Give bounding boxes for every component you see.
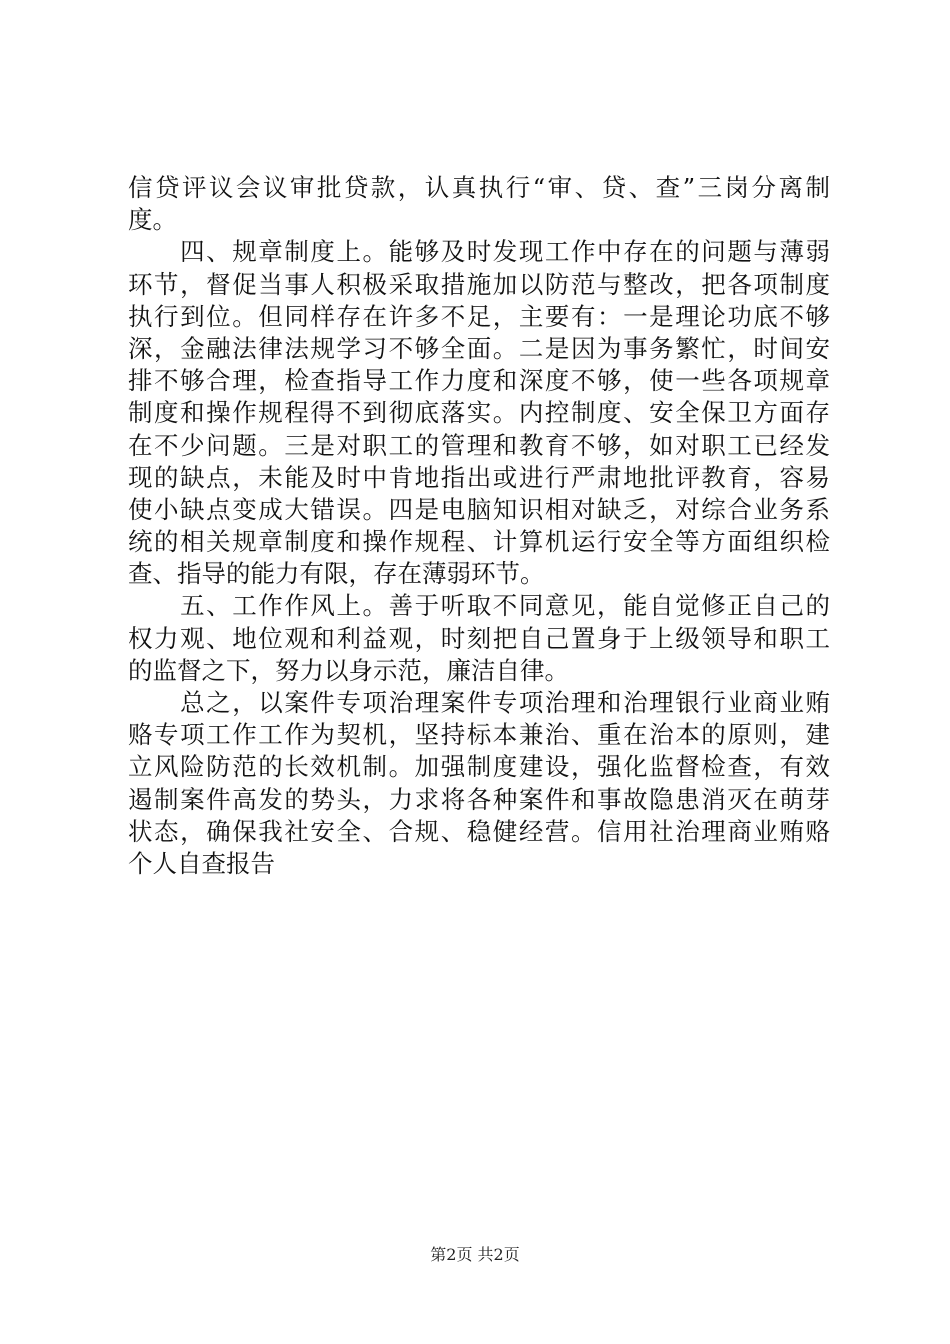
document-body-text bbox=[128, 172, 830, 880]
text-line: 度。 bbox=[128, 205, 177, 235]
text-line: 遏制案件高发的势头，力求将各种案件和事故隐患消灭在萌芽 bbox=[128, 784, 830, 814]
text-line: 查、指导的能力有限，存在薄弱环节。 bbox=[128, 559, 545, 589]
text-line: 个人自查报告 bbox=[128, 848, 275, 878]
text-line: 在不少问题。三是对职工的管理和教育不够，如对职工已经发 bbox=[128, 430, 830, 460]
text-line: 现的缺点，未能及时中肯地指出或进行严肃地批评教育，容易 bbox=[128, 462, 830, 492]
text-line: 使小缺点变成大错误。四是电脑知识相对缺乏，对综合业务系 bbox=[128, 494, 830, 524]
text-line: 总之，以案件专项治理案件专项治理和治理银行业商业贿 bbox=[128, 688, 830, 717]
text-line: 制度和操作规程得不到彻底落实。内控制度、安全保卫方面存 bbox=[128, 398, 830, 428]
text-line: 环节，督促当事人积极采取措施加以防范与整改，把各项制度 bbox=[128, 269, 830, 299]
text-line: 五、工作作风上。善于听取不同意见，能自觉修正自己的 bbox=[128, 591, 830, 621]
text-line: 立风险防范的长效机制。加强制度建设，强化监督检查，有效 bbox=[128, 752, 830, 782]
text-line: 执行到位。但同样存在许多不足，主要有：一是理论功底不够 bbox=[128, 301, 830, 331]
text-line: 统的相关规章制度和操作规程、计算机运行安全等方面组织检 bbox=[128, 527, 830, 557]
text-line: 的监督之下，努力以身示范，廉洁自律。 bbox=[128, 655, 569, 685]
text-line: 排不够合理，检查指导工作力度和深度不够，使一些各项规章 bbox=[128, 366, 830, 396]
text-line: 状态，确保我社安全、合规、稳健经营。信用社治理商业贿赂 bbox=[128, 816, 830, 846]
page-footer: 第2页 共2页 bbox=[430, 1245, 520, 1264]
text-line: 赂专项工作工作为契机，坚持标本兼治、重在治本的原则，建 bbox=[128, 720, 830, 750]
text-line: 权力观、地位观和利益观，时刻把自己置身于上级领导和职工 bbox=[128, 623, 830, 653]
text-line: 深，金融法律法规学习不够全面。二是因为事务繁忙，时间安 bbox=[128, 333, 830, 363]
text-line: 四、规章制度上。能够及时发现工作中存在的问题与薄弱 bbox=[128, 237, 830, 267]
text-line: 信贷评议会议审批贷款，认真执行“审、贷、查”三岗分离制 bbox=[128, 173, 830, 202]
